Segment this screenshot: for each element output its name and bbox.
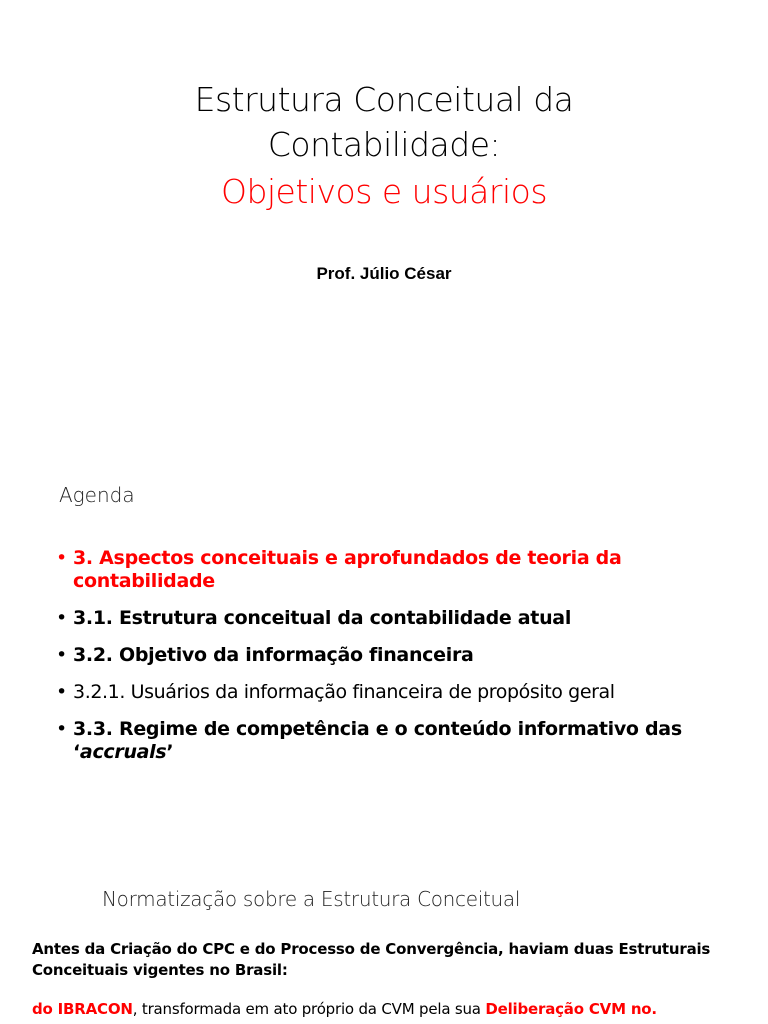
normatizacao-title: Normatização sobre a Estrutura Conceitual bbox=[102, 887, 521, 911]
agenda-item-text: 3. Aspectos conceituais e aprofundados de teoria da contabilidade bbox=[73, 547, 622, 592]
normatizacao-item bbox=[32, 1000, 752, 1018]
agenda-item bbox=[56, 547, 736, 593]
agenda-title: Agenda bbox=[59, 483, 135, 507]
bullet: • bbox=[56, 681, 67, 703]
normatizacao-slide bbox=[0, 860, 768, 1024]
author: Prof. Júlio César bbox=[316, 264, 452, 283]
deliberacao-label: Deliberação CVM no. bbox=[485, 1000, 657, 1018]
title-line-2: Contabilidade: bbox=[267, 125, 501, 164]
bullet: • bbox=[56, 644, 67, 666]
agenda-item bbox=[56, 607, 736, 630]
quote-open: ‘ bbox=[73, 741, 80, 763]
bullet: • bbox=[56, 607, 67, 629]
title-slide bbox=[0, 0, 768, 455]
quote-close: ’ bbox=[166, 741, 174, 763]
agenda-item bbox=[56, 718, 736, 764]
agenda-item-text: 3.2. Objetivo da informação financeira bbox=[73, 644, 474, 666]
normatizacao-item-text: , transformada em ato próprio da CVM pela sua bbox=[132, 1000, 486, 1018]
agenda-item-text: 3.1. Estrutura conceitual da contabilidade atual bbox=[73, 607, 572, 629]
agenda-item-text: 3.2.1. Usuários da informação financeira de propósito geral bbox=[73, 681, 615, 703]
agenda-item bbox=[56, 681, 736, 704]
bullet: • bbox=[56, 718, 67, 740]
title-line-1: Estrutura Conceitual da bbox=[194, 80, 574, 119]
bullet: • bbox=[56, 547, 67, 569]
agenda-item-text: 3.3. Regime de competência e o conteúdo informativo das bbox=[73, 718, 682, 740]
accruals-term: accruals bbox=[79, 741, 167, 763]
agenda-list bbox=[56, 547, 736, 778]
ibracon-label: do IBRACON bbox=[32, 1000, 133, 1018]
normatizacao-paragraph: Antes da Criação do CPC e do Processo de Convergência, haviam duas Estruturais Conceituais vigentes no Brasil: bbox=[32, 940, 711, 979]
subtitle: Objetivos e usuários bbox=[220, 172, 548, 211]
agenda-item bbox=[56, 644, 736, 667]
agenda-slide bbox=[0, 455, 768, 860]
